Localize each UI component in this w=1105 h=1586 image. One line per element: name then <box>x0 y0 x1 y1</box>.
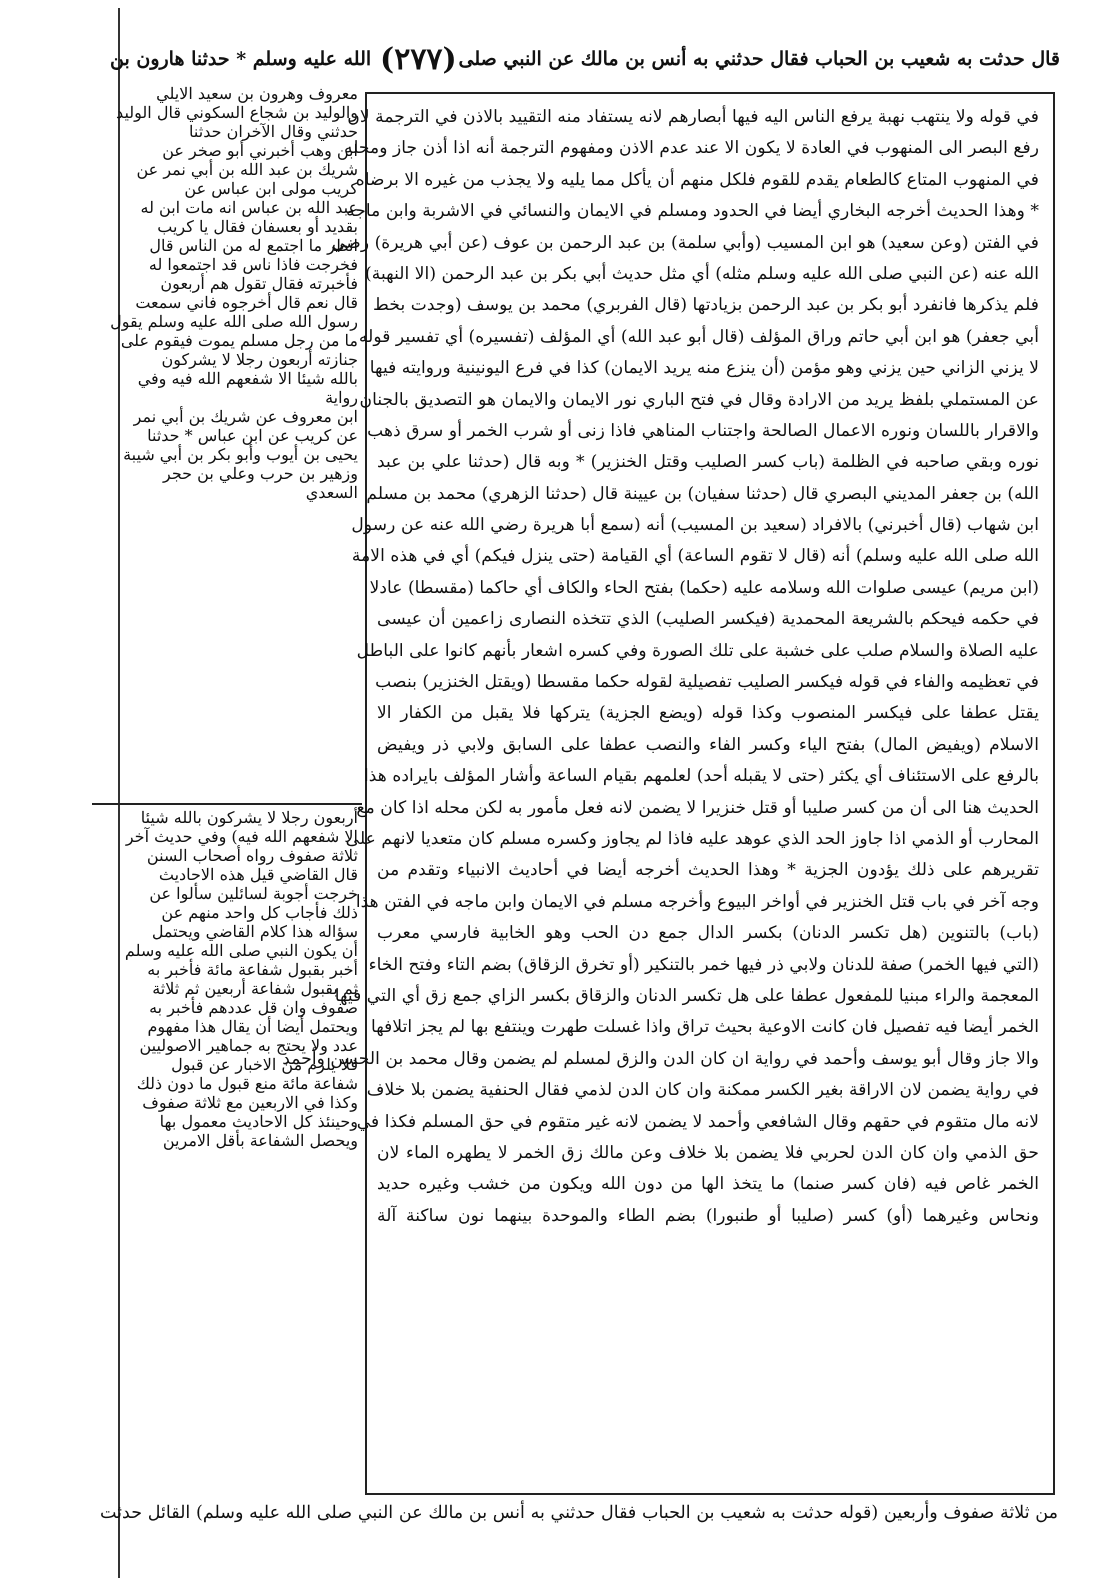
hadith-line: رسول الله صلى الله عليه وسلم يقول <box>110 312 358 331</box>
hadith-line: ما من رجل مسلم يموت فيقوم على <box>120 331 358 350</box>
commentary-line: في رواية يضمن لان الاراقة بغير الكسر ممكنة وان كان الدن لذمي فقال الحنفية يضمن بلا خلاف <box>366 1080 1039 1101</box>
side-commentary-line: خرجت أجوبة لسائلين سألوا عن <box>149 884 358 903</box>
commentary-line: نوره وبقي صاحبه في الظلمة (باب كسر الصليب وقتل الخنزير) * وبه قال (حدثنا علي بن عبد <box>377 452 1039 473</box>
commentary-line: (ابن مريم) عيسى صلوات الله وسلامه عليه (حكما) بفتح الحاء والكاف أي حاكما (مقسطا) عادلا <box>369 577 1039 598</box>
side-commentary-line: قال القاضي قيل هذه الاحاديث <box>158 865 358 884</box>
commentary-line: في تعظيمه والفاء في قوله فيكسر الصليب تفصيلية لقوله حكما مقسطا (ويقتل الخنزير) بنصب <box>375 672 1039 693</box>
side-commentary-line: ذلك فأجاب كل واحد منهم عن <box>161 903 358 922</box>
commentary-line: الخمر أيضا فيه تفصيل فان كانت الاوعية بحيث تراق واذا غسلت طهرت وينتفع بها لم يجز اتلافها <box>371 1017 1039 1038</box>
side-commentary-line: عدد ولا يحتج به جماهير الاصوليين <box>139 1036 358 1055</box>
commentary-line: الله صلى الله عليه وسلم) أنه (قال لا تقوم الساعة) أي القيامة (حتى ينزل فيكم) أي في هذه الامة <box>351 546 1039 567</box>
hadith-line: معروف وهرون بن سعيد الايلي <box>156 84 358 103</box>
side-commentary-line: أخبر بقبول شفاعة مائة فأخبر به <box>147 960 358 979</box>
hadith-line: والوليد بن شجاع السكوني قال الوليد <box>116 103 358 122</box>
commentary-line: المعجمة والراء مبنيا للمفعول عطفا على هل تكسر الدنان والزقاق بكسر الزاي جمع زق أي التي فيها <box>334 985 1039 1006</box>
commentary-line: رفع البصر الى المنهوب في العادة لا يكون الا عند عدم الاذن ومفهوم الترجمة أنه اذا أذن جاز ومحله <box>344 138 1039 159</box>
hadith-line: وزهير بن حرب وعلي بن حجر السعدي <box>163 464 358 502</box>
side-divider-rule <box>92 803 362 805</box>
commentary-line: والاقرار باللسان ونوره الاعمال الصالحة واجتناب المناهي فاذا زنى أو شرب الخمر أو سرق ذهب <box>367 420 1039 441</box>
commentary-line: فلم يذكرها فانفرد أبو بكر بن عبد الرحمن بزيادتها (قال الفربري) محمد بن يوسف (وجدت بخط <box>373 295 1039 316</box>
hadith-line: عن كريب عن ابن عباس * حدثنا <box>147 426 358 445</box>
side-commentary-line: ويحصل الشفاعة بأقل الامرين <box>162 1131 358 1150</box>
commentary-line: وجه آخر في باب قتل الخنزير في أواخر البيوع وأخرجه مسلم في الايمان وابن ماجه في الفتن هذا <box>355 891 1039 912</box>
commentary-line: الخمر غاص فيه (فان كسر صنما) ما يتخذ الها من دون الله ويكون من خشب وغيره حديد <box>377 1174 1039 1195</box>
side-commentary-line: وحينئذ كل الاحاديث معمول بها <box>159 1112 358 1131</box>
commentary-line: * وهذا الحديث أخرجه البخاري أيضا في الحدود ومسلم في الايمان والنسائي في الاشربة وابن ماجه <box>346 201 1039 222</box>
side-commentary-line: فلا يلزم من الاخبار عن قبول <box>171 1055 358 1074</box>
hadith-line: حدثني وقال الآخران حدثنا <box>189 122 358 141</box>
commentary-line: (باب) بالتنوين (هل تكسر الدنان) بكسر الدال جمع دن الحب وهو الخابية فارسي معرب <box>377 923 1039 944</box>
commentary-line: المحارب أو الذمي اذا جاوز الحد الذي عوهد عليه فاذا لم يجاوز وكسره مسلم كان متعديا لانهم على <box>345 828 1039 849</box>
side-commentary-line: ثلاثة صفوف رواه أصحاب السنن <box>146 846 358 865</box>
commentary-line: ابن شهاب (قال أخبرني) بالافراد (سعيد بن المسيب) أنه (سمع أبا هريرة رضي الله عنه عن رسول <box>351 515 1039 536</box>
side-column-title: الله عليه وسلم * حدثنا هارون بن <box>110 48 372 70</box>
commentary-line: الحديث هنا الى أن من كسر صليبا أو قتل خنزيرا لا يضمن لانه فعل مأمور به لكن محله اذا كان مع <box>356 797 1039 818</box>
side-commentary-text <box>108 808 358 1150</box>
commentary-line: تقريرهم على ذلك يؤدون الجزية * وهذا الحديث أخرجه أيضا في أحاديث الانبياء وتقدم من <box>377 860 1039 881</box>
hadith-line: كريب مولى ابن عباس عن <box>184 179 358 198</box>
side-hadith-text <box>108 84 358 502</box>
commentary-line: عن المستملي بلفظ يريد من الارادة وقال في فتح الباري نور الايمان والايمان هو التصديق بالجنان <box>359 389 1039 410</box>
running-title: قال حدثت به شعيب بن الحباب فقال حدثني به أنس بن مالك عن النبي صلى <box>458 48 1060 70</box>
hadith-line: بالله شيئا الا شفعهم الله فيه وفي رواية <box>137 369 358 407</box>
commentary-line: بالرفع على الاستئناف أي يكثر (حتى لا يقبله أحد) لعلمهم بقيام الساعة وأشار المؤلف بايراده هذا <box>364 766 1039 787</box>
commentary-line: يقتل عطفا على فيكسر المنصوب وكذا قوله (ويضع الجزية) يتركها فلا يقبل من الكفار الا <box>377 703 1039 724</box>
hadith-line: عبد الله بن عباس انه مات ابن له <box>140 198 358 217</box>
commentary-line: في المنهوب المتاع كالطعام يقدم للقوم فلكل منهم أن يأكل مما يليه ولا يجذب من غيره الا برضاه <box>355 169 1039 190</box>
main-commentary-box <box>282 92 1055 1495</box>
side-commentary-line: الا شفعهم الله فيه) وفي حديث آخر <box>125 827 358 846</box>
side-commentary-line: ويحتمل أيضا أن يقال هذا مفهوم <box>147 1017 358 1036</box>
footer-line: من ثلاثة صفوف وأربعين (قوله حدثت به شعيب بن الحباب فقال حدثني به أنس بن مالك عن النبي صلى الله عليه وسلم) القائل حدثت <box>100 1503 1058 1523</box>
hadith-line: جنازته أربعون رجلا لا يشركون <box>161 350 358 369</box>
commentary-line: عليه الصلاة والسلام صلب على خشبة على تلك الصورة وفي كسره اشعار بأنهم كانوا على الباطل <box>356 640 1039 661</box>
commentary-line: والا جاز وقال أبو يوسف وأحمد في رواية ان كان الدن والزق لمسلم لم يضمن وقال محمد بن الحسن وأحمد <box>282 1048 1039 1069</box>
hadith-line: انظر ما اجتمع له من الناس قال <box>149 236 358 255</box>
hadith-line: يحيى بن أيوب وأبو بكر بن أبي شيبة <box>123 445 358 464</box>
hadith-line: ابن وهب أخبرني أبو صخر عن <box>162 141 358 160</box>
commentary-line: أبي جعفر) هو ابن أبي حاتم وراق المؤلف (قال أبو عبد الله) أي المؤلف (تفسيره) أي تفسير قوله <box>358 326 1039 347</box>
hadith-line: بقديد أو بعسفان فقال يا كريب <box>157 217 358 236</box>
commentary-line: في حكمه فيحكم بالشريعة المحمدية (فيكسر الصليب) الذي تتخذه النصارى زاعمين أن عيسى <box>377 609 1039 630</box>
commentary-line: الله) بن جعفر المديني البصري قال (حدثنا سفيان) بن عيينة قال (حدثنا الزهري) محمد بن مسلم <box>366 483 1039 504</box>
commentary-line: لا يزني الزاني حين يزني وهو مؤمن (أن ينزع منه يريد الايمان) كذا في فرع اليونينية وروايته فيها <box>369 358 1039 379</box>
commentary-line: لانه مال متقوم في حقهم وقال الشافعي وأحمد لا يضمن لانه غير متقوم في حق المسلم فكذا في <box>356 1111 1039 1132</box>
hadith-line: ابن معروف عن شريك بن أبي نمر <box>133 407 358 426</box>
commentary-line: في قوله ولا ينتهب نهبة يرفع الناس اليه فيها أبصارهم لانه يستفاد منه التقييد بالاذن في الترجمة لان <box>347 107 1039 127</box>
commentary-line: ونحاس وغيرهما (أو) كسر (صليبا أو طنبورا) بضم الطاء والموحدة بينهما نون ساكنة آلة <box>377 1205 1039 1226</box>
page-header <box>100 42 1060 88</box>
side-commentary-line: ثم بقبول شفاعة أربعين ثم ثلاثة <box>152 979 358 998</box>
side-commentary-line: صفوف وان قل عددهم فأخبر به <box>149 998 358 1017</box>
side-commentary-line: أن يكون النبي صلى الله عليه وسلم <box>124 941 358 960</box>
commentary-line: في الفتن (وعن سعيد) هو ابن المسيب (وأبي سلمة) بن عبد الرحمن بن عوف (عن أبي هريرة) رضي <box>331 232 1039 253</box>
side-commentary-line: وكذا في الاربعين مع ثلاثة صفوف <box>142 1093 358 1112</box>
commentary-line: (التي فيها الخمر) صفة للدنان ولابي ذر فيها خمر بالتنكير (أو تخرق الزقاق) بضم التاء وفتح الخاء <box>368 954 1039 975</box>
hadith-line: شريك بن عبد الله بن أبي نمر عن <box>136 160 358 179</box>
commentary-line: الاسلام (ويفيض المال) بفتح الياء وكسر الفاء والنصب عطفا على السابق ولابي ذر ويفيض <box>377 734 1039 755</box>
commentary-line: الله عنه (عن النبي صلى الله عليه وسلم مثله) أي مثل حديث أبي بكر بن عبد الرحمن (الا النهبة) <box>365 263 1039 284</box>
side-commentary-line: شفاعة مائة منع قبول ما دون ذلك <box>136 1074 358 1093</box>
side-commentary-line: سؤاله هذا كلام القاضي ويحتمل <box>151 922 358 941</box>
commentary-line: حق الذمي وان كان الدن لحربي فلا يضمن بلا خلاف وعن مالك زق الخمر لا يطهره الماء لان <box>377 1142 1039 1163</box>
hadith-line: قال نعم قال أخرجوه فاني سمعت <box>135 293 358 312</box>
side-commentary-line: أربعون رجلا لا يشركون بالله شيئا <box>140 808 358 827</box>
hadith-line: فخرجت فاذا ناس قد اجتمعوا له <box>148 255 358 274</box>
page-number: (٢٧٧) <box>380 42 457 77</box>
hadith-line: فأخبرته فقال تقول هم أربعون <box>160 274 358 293</box>
